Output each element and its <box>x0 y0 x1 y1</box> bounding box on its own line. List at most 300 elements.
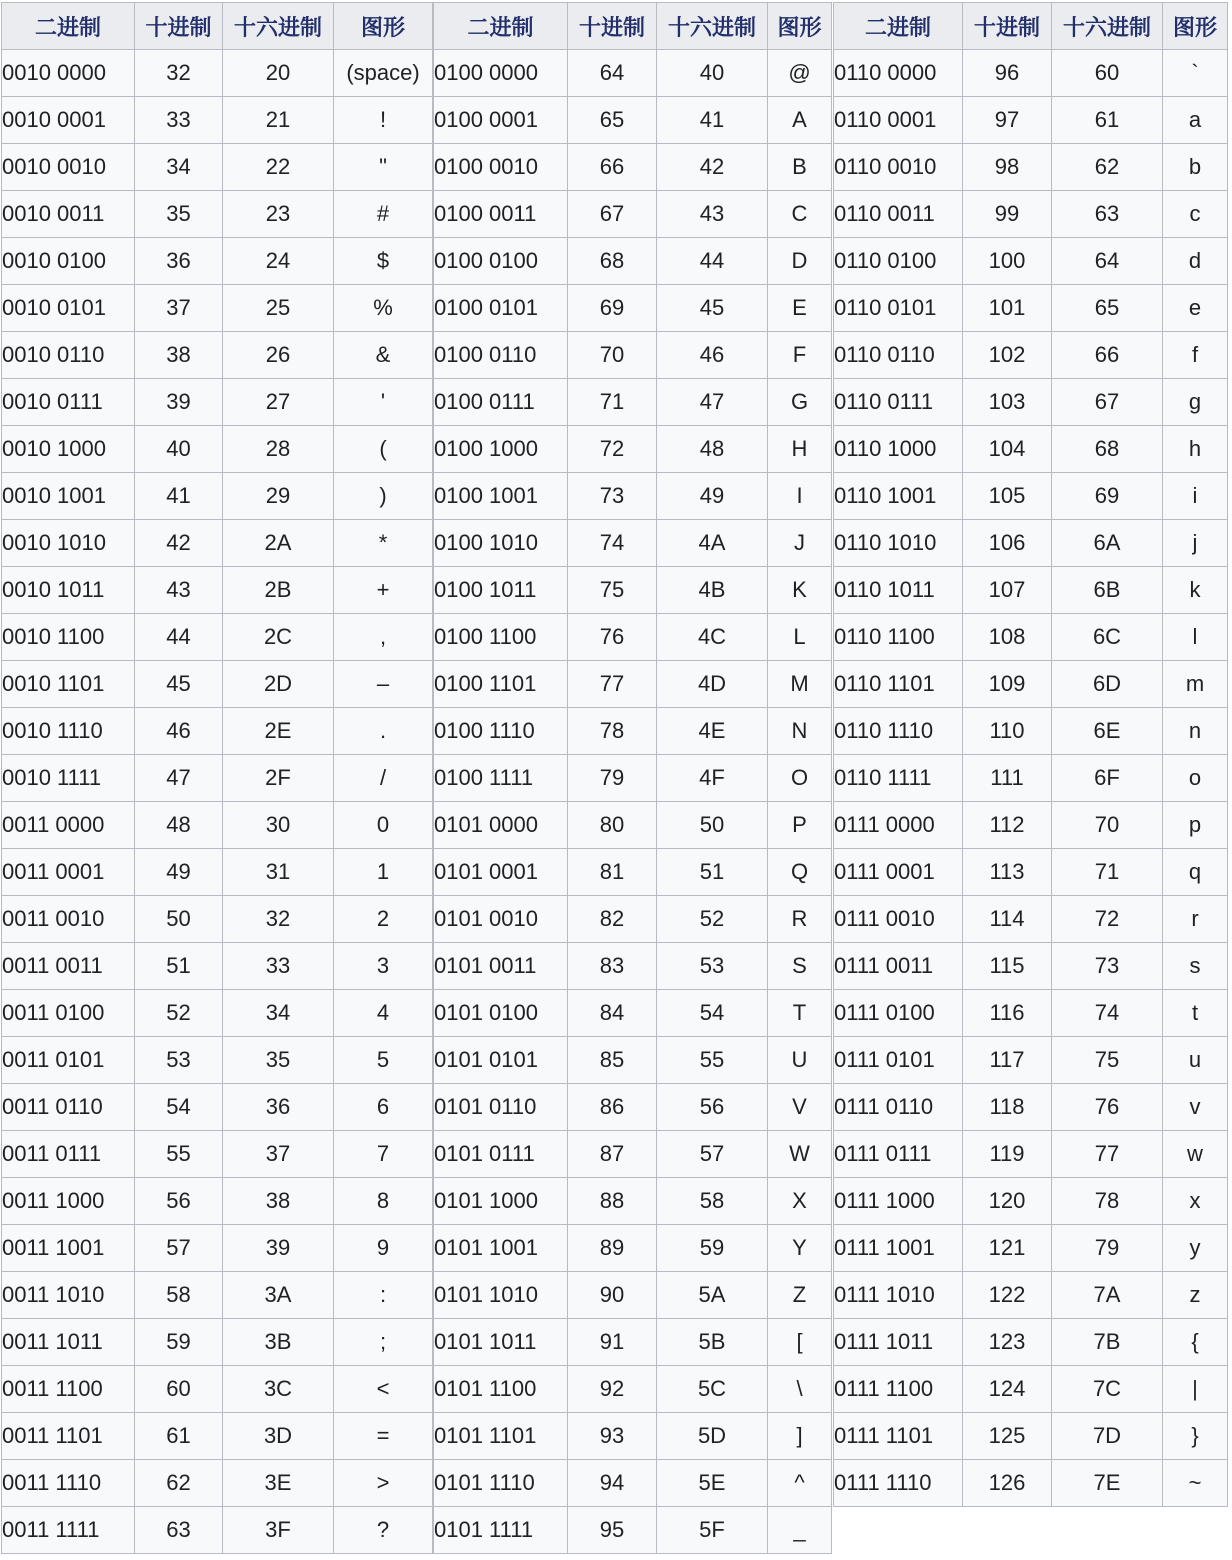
glyph-cell: f <box>1163 332 1228 379</box>
binary-cell: 0100 1111 <box>434 755 568 802</box>
decimal-cell: 55 <box>135 1131 223 1178</box>
table-row <box>2 614 433 661</box>
table-row <box>434 426 832 473</box>
table-row <box>2 990 433 1037</box>
table-row <box>434 849 832 896</box>
decimal-cell: 121 <box>963 1225 1052 1272</box>
decimal-cell: 65 <box>568 97 657 144</box>
table-row <box>834 1366 1228 1413</box>
decimal-cell: 95 <box>568 1507 657 1554</box>
decimal-cell: 63 <box>135 1507 223 1554</box>
binary-cell: 0110 1010 <box>834 520 963 567</box>
hex-cell: 75 <box>1052 1037 1163 1084</box>
table-row <box>434 1413 832 1460</box>
binary-cell: 0010 1001 <box>2 473 135 520</box>
decimal-cell: 45 <box>135 661 223 708</box>
table-row <box>834 332 1228 379</box>
glyph-cell: U <box>768 1037 832 1084</box>
decimal-cell: 124 <box>963 1366 1052 1413</box>
binary-cell: 0111 0110 <box>834 1084 963 1131</box>
decimal-cell: 120 <box>963 1178 1052 1225</box>
decimal-cell: 81 <box>568 849 657 896</box>
decimal-cell: 43 <box>135 567 223 614</box>
table-row <box>2 896 433 943</box>
hex-cell: 42 <box>657 144 768 191</box>
glyph-cell: v <box>1163 1084 1228 1131</box>
table-row <box>2 1460 433 1507</box>
hex-cell: 68 <box>1052 426 1163 473</box>
binary-cell: 0011 0101 <box>2 1037 135 1084</box>
table-row <box>834 520 1228 567</box>
binary-cell: 0011 1010 <box>2 1272 135 1319</box>
header-decimal: 十进制 <box>568 3 657 50</box>
table-row <box>2 1225 433 1272</box>
hex-cell: 47 <box>657 379 768 426</box>
glyph-cell: \ <box>768 1366 832 1413</box>
hex-cell: 2D <box>223 661 334 708</box>
hex-cell: 65 <box>1052 285 1163 332</box>
decimal-cell: 118 <box>963 1084 1052 1131</box>
binary-cell: 0011 0011 <box>2 943 135 990</box>
binary-cell: 0111 0001 <box>834 849 963 896</box>
glyph-cell: (space) <box>334 50 433 97</box>
glyph-cell: Q <box>768 849 832 896</box>
glyph-cell: | <box>1163 1366 1228 1413</box>
glyph-cell: 6 <box>334 1084 433 1131</box>
decimal-cell: 109 <box>963 661 1052 708</box>
binary-cell: 0111 1010 <box>834 1272 963 1319</box>
hex-cell: 5D <box>657 1413 768 1460</box>
table-row <box>2 1319 433 1366</box>
glyph-cell: c <box>1163 191 1228 238</box>
table-row <box>434 1460 832 1507</box>
binary-cell: 0111 0011 <box>834 943 963 990</box>
hex-cell: 7A <box>1052 1272 1163 1319</box>
hex-cell: 7C <box>1052 1366 1163 1413</box>
glyph-cell: % <box>334 285 433 332</box>
glyph-cell: ' <box>334 379 433 426</box>
decimal-cell: 84 <box>568 990 657 1037</box>
hex-cell: 32 <box>223 896 334 943</box>
hex-cell: 6F <box>1052 755 1163 802</box>
hex-cell: 40 <box>657 50 768 97</box>
glyph-cell: I <box>768 473 832 520</box>
hex-cell: 29 <box>223 473 334 520</box>
hex-cell: 58 <box>657 1178 768 1225</box>
hex-cell: 6E <box>1052 708 1163 755</box>
table-row <box>434 1272 832 1319</box>
binary-cell: 0100 0001 <box>434 97 568 144</box>
decimal-cell: 77 <box>568 661 657 708</box>
hex-cell: 50 <box>657 802 768 849</box>
hex-cell: 39 <box>223 1225 334 1272</box>
binary-cell: 0101 0110 <box>434 1084 568 1131</box>
hex-cell: 27 <box>223 379 334 426</box>
glyph-cell: s <box>1163 943 1228 990</box>
glyph-cell: F <box>768 332 832 379</box>
decimal-cell: 122 <box>963 1272 1052 1319</box>
binary-cell: 0011 1100 <box>2 1366 135 1413</box>
glyph-cell: ` <box>1163 50 1228 97</box>
hex-cell: 33 <box>223 943 334 990</box>
glyph-cell: – <box>334 661 433 708</box>
glyph-cell: E <box>768 285 832 332</box>
binary-cell: 0111 1000 <box>834 1178 963 1225</box>
decimal-cell: 42 <box>135 520 223 567</box>
decimal-cell: 99 <box>963 191 1052 238</box>
binary-cell: 0011 0010 <box>2 896 135 943</box>
decimal-cell: 123 <box>963 1319 1052 1366</box>
hex-cell: 45 <box>657 285 768 332</box>
decimal-cell: 89 <box>568 1225 657 1272</box>
binary-cell: 0110 1111 <box>834 755 963 802</box>
decimal-cell: 68 <box>568 238 657 285</box>
hex-cell: 7E <box>1052 1460 1163 1507</box>
glyph-cell: = <box>334 1413 433 1460</box>
decimal-cell: 59 <box>135 1319 223 1366</box>
binary-cell: 0011 0100 <box>2 990 135 1037</box>
hex-cell: 6A <box>1052 520 1163 567</box>
table-row <box>434 473 832 520</box>
decimal-cell: 64 <box>568 50 657 97</box>
hex-cell: 6D <box>1052 661 1163 708</box>
glyph-cell: D <box>768 238 832 285</box>
glyph-cell: h <box>1163 426 1228 473</box>
hex-cell: 54 <box>657 990 768 1037</box>
table-row <box>434 97 832 144</box>
binary-cell: 0111 0010 <box>834 896 963 943</box>
binary-cell: 0110 0011 <box>834 191 963 238</box>
binary-cell: 0111 1011 <box>834 1319 963 1366</box>
table-row <box>2 1037 433 1084</box>
glyph-cell: 7 <box>334 1131 433 1178</box>
binary-cell: 0111 0100 <box>834 990 963 1037</box>
table-row <box>2 943 433 990</box>
hex-cell: 25 <box>223 285 334 332</box>
hex-cell: 6C <box>1052 614 1163 661</box>
hex-cell: 76 <box>1052 1084 1163 1131</box>
glyph-cell: ^ <box>768 1460 832 1507</box>
glyph-cell: @ <box>768 50 832 97</box>
decimal-cell: 39 <box>135 379 223 426</box>
glyph-cell: p <box>1163 802 1228 849</box>
decimal-cell: 117 <box>963 1037 1052 1084</box>
hex-cell: 7B <box>1052 1319 1163 1366</box>
hex-cell: 30 <box>223 802 334 849</box>
glyph-cell: o <box>1163 755 1228 802</box>
header-decimal: 十进制 <box>135 3 223 50</box>
binary-cell: 0011 1001 <box>2 1225 135 1272</box>
table-row <box>2 426 433 473</box>
table-row <box>2 1366 433 1413</box>
glyph-cell: n <box>1163 708 1228 755</box>
table-row <box>2 1131 433 1178</box>
decimal-cell: 96 <box>963 50 1052 97</box>
binary-cell: 0111 1001 <box>834 1225 963 1272</box>
hex-cell: 4F <box>657 755 768 802</box>
table-row <box>434 1084 832 1131</box>
hex-cell: 36 <box>223 1084 334 1131</box>
glyph-cell: 9 <box>334 1225 433 1272</box>
table-row <box>434 1225 832 1272</box>
binary-cell: 0101 1111 <box>434 1507 568 1554</box>
decimal-cell: 73 <box>568 473 657 520</box>
glyph-cell: > <box>334 1460 433 1507</box>
hex-cell: 61 <box>1052 97 1163 144</box>
binary-cell: 0111 1100 <box>834 1366 963 1413</box>
table-row <box>434 191 832 238</box>
decimal-cell: 100 <box>963 238 1052 285</box>
table-row <box>2 50 433 97</box>
decimal-cell: 47 <box>135 755 223 802</box>
hex-cell: 73 <box>1052 943 1163 990</box>
hex-cell: 56 <box>657 1084 768 1131</box>
binary-cell: 0110 0110 <box>834 332 963 379</box>
table-row <box>434 1178 832 1225</box>
binary-cell: 0010 1111 <box>2 755 135 802</box>
decimal-cell: 114 <box>963 896 1052 943</box>
decimal-cell: 61 <box>135 1413 223 1460</box>
binary-cell: 0110 1101 <box>834 661 963 708</box>
decimal-cell: 103 <box>963 379 1052 426</box>
decimal-cell: 67 <box>568 191 657 238</box>
binary-cell: 0010 1010 <box>2 520 135 567</box>
binary-cell: 0011 0000 <box>2 802 135 849</box>
decimal-cell: 90 <box>568 1272 657 1319</box>
table-row <box>2 473 433 520</box>
binary-cell: 0011 0110 <box>2 1084 135 1131</box>
hex-cell: 63 <box>1052 191 1163 238</box>
decimal-cell: 105 <box>963 473 1052 520</box>
binary-cell: 0010 1000 <box>2 426 135 473</box>
glyph-cell: a <box>1163 97 1228 144</box>
glyph-cell: [ <box>768 1319 832 1366</box>
hex-cell: 69 <box>1052 473 1163 520</box>
decimal-cell: 34 <box>135 144 223 191</box>
binary-cell: 0100 0100 <box>434 238 568 285</box>
binary-cell: 0100 0000 <box>434 50 568 97</box>
glyph-cell: 8 <box>334 1178 433 1225</box>
header-glyph: 图形 <box>768 3 832 50</box>
binary-cell: 0101 0000 <box>434 802 568 849</box>
glyph-cell: 4 <box>334 990 433 1037</box>
decimal-cell: 98 <box>963 144 1052 191</box>
table-row <box>2 849 433 896</box>
hex-cell: 67 <box>1052 379 1163 426</box>
binary-cell: 0101 1010 <box>434 1272 568 1319</box>
glyph-cell: q <box>1163 849 1228 896</box>
glyph-cell: t <box>1163 990 1228 1037</box>
hex-cell: 62 <box>1052 144 1163 191</box>
binary-cell: 0011 0111 <box>2 1131 135 1178</box>
table-row <box>2 97 433 144</box>
binary-cell: 0110 0101 <box>834 285 963 332</box>
table-row <box>2 379 433 426</box>
glyph-cell: ) <box>334 473 433 520</box>
table-row <box>434 1366 832 1413</box>
decimal-cell: 69 <box>568 285 657 332</box>
binary-cell: 0110 1100 <box>834 614 963 661</box>
table-row <box>434 708 832 755</box>
glyph-cell: 5 <box>334 1037 433 1084</box>
decimal-cell: 58 <box>135 1272 223 1319</box>
glyph-cell: ; <box>334 1319 433 1366</box>
hex-cell: 31 <box>223 849 334 896</box>
glyph-cell: M <box>768 661 832 708</box>
header-binary: 二进制 <box>434 3 568 50</box>
header-hex: 十六进制 <box>657 3 768 50</box>
decimal-cell: 38 <box>135 332 223 379</box>
glyph-cell: O <box>768 755 832 802</box>
glyph-cell: $ <box>334 238 433 285</box>
table-row <box>2 144 433 191</box>
decimal-cell: 101 <box>963 285 1052 332</box>
decimal-cell: 104 <box>963 426 1052 473</box>
binary-cell: 0100 1110 <box>434 708 568 755</box>
hex-cell: 48 <box>657 426 768 473</box>
header-hex: 十六进制 <box>1052 3 1163 50</box>
table-row <box>834 426 1228 473</box>
ascii-table-group-2 <box>433 2 832 1554</box>
binary-cell: 0110 0001 <box>834 97 963 144</box>
binary-cell: 0101 1100 <box>434 1366 568 1413</box>
header-glyph: 图形 <box>1163 3 1228 50</box>
binary-cell: 0011 1000 <box>2 1178 135 1225</box>
glyph-cell: e <box>1163 285 1228 332</box>
hex-cell: 79 <box>1052 1225 1163 1272</box>
table-row <box>834 755 1228 802</box>
hex-cell: 3A <box>223 1272 334 1319</box>
table-row <box>834 1178 1228 1225</box>
table-row <box>434 1507 832 1554</box>
table-row <box>834 896 1228 943</box>
hex-cell: 4E <box>657 708 768 755</box>
table-row <box>834 238 1228 285</box>
hex-cell: 28 <box>223 426 334 473</box>
glyph-cell: H <box>768 426 832 473</box>
glyph-cell: * <box>334 520 433 567</box>
decimal-cell: 115 <box>963 943 1052 990</box>
table-row <box>834 614 1228 661</box>
glyph-cell: l <box>1163 614 1228 661</box>
hex-cell: 21 <box>223 97 334 144</box>
binary-cell: 0100 0010 <box>434 144 568 191</box>
binary-cell: 0111 0000 <box>834 802 963 849</box>
decimal-cell: 75 <box>568 567 657 614</box>
glyph-cell: K <box>768 567 832 614</box>
decimal-cell: 85 <box>568 1037 657 1084</box>
hex-cell: 3B <box>223 1319 334 1366</box>
binary-cell: 0101 0111 <box>434 1131 568 1178</box>
header-hex: 十六进制 <box>223 3 334 50</box>
glyph-cell: y <box>1163 1225 1228 1272</box>
hex-cell: 51 <box>657 849 768 896</box>
glyph-cell: j <box>1163 520 1228 567</box>
hex-cell: 52 <box>657 896 768 943</box>
decimal-cell: 97 <box>963 97 1052 144</box>
binary-cell: 0100 0110 <box>434 332 568 379</box>
decimal-cell: 102 <box>963 332 1052 379</box>
header-decimal: 十进制 <box>963 3 1052 50</box>
glyph-cell: x <box>1163 1178 1228 1225</box>
glyph-cell: / <box>334 755 433 802</box>
glyph-cell: { <box>1163 1319 1228 1366</box>
binary-cell: 0010 0100 <box>2 238 135 285</box>
hex-cell: 2B <box>223 567 334 614</box>
hex-cell: 4B <box>657 567 768 614</box>
decimal-cell: 79 <box>568 755 657 802</box>
hex-cell: 74 <box>1052 990 1163 1037</box>
table-row <box>434 1131 832 1178</box>
binary-cell: 0101 0010 <box>434 896 568 943</box>
hex-cell: 34 <box>223 990 334 1037</box>
table-row <box>434 755 832 802</box>
table-row <box>834 1084 1228 1131</box>
decimal-cell: 57 <box>135 1225 223 1272</box>
glyph-cell: 1 <box>334 849 433 896</box>
table-row <box>834 1460 1228 1507</box>
table-row <box>834 1319 1228 1366</box>
decimal-cell: 78 <box>568 708 657 755</box>
header-binary: 二进制 <box>834 3 963 50</box>
binary-cell: 0101 0001 <box>434 849 568 896</box>
table-row <box>434 990 832 1037</box>
decimal-cell: 125 <box>963 1413 1052 1460</box>
decimal-cell: 60 <box>135 1366 223 1413</box>
hex-cell: 4A <box>657 520 768 567</box>
hex-cell: 6B <box>1052 567 1163 614</box>
table-row <box>2 661 433 708</box>
hex-cell: 23 <box>223 191 334 238</box>
hex-cell: 70 <box>1052 802 1163 849</box>
binary-cell: 0101 0100 <box>434 990 568 1037</box>
hex-cell: 2E <box>223 708 334 755</box>
hex-cell: 38 <box>223 1178 334 1225</box>
table-row <box>434 520 832 567</box>
decimal-cell: 108 <box>963 614 1052 661</box>
binary-cell: 0110 1000 <box>834 426 963 473</box>
binary-cell: 0110 1001 <box>834 473 963 520</box>
binary-cell: 0111 0111 <box>834 1131 963 1178</box>
binary-cell: 0100 1100 <box>434 614 568 661</box>
binary-cell: 0011 0001 <box>2 849 135 896</box>
binary-cell: 0101 1000 <box>434 1178 568 1225</box>
binary-cell: 0010 0111 <box>2 379 135 426</box>
decimal-cell: 126 <box>963 1460 1052 1507</box>
binary-cell: 0010 0001 <box>2 97 135 144</box>
table-row <box>434 1037 832 1084</box>
glyph-cell: ~ <box>1163 1460 1228 1507</box>
decimal-cell: 93 <box>568 1413 657 1460</box>
table-row <box>2 1507 433 1554</box>
glyph-cell: # <box>334 191 433 238</box>
table-row <box>434 567 832 614</box>
decimal-cell: 36 <box>135 238 223 285</box>
hex-cell: 43 <box>657 191 768 238</box>
decimal-cell: 106 <box>963 520 1052 567</box>
table-row <box>434 896 832 943</box>
table-row <box>2 520 433 567</box>
binary-cell: 0101 1110 <box>434 1460 568 1507</box>
decimal-cell: 48 <box>135 802 223 849</box>
hex-cell: 37 <box>223 1131 334 1178</box>
glyph-cell: : <box>334 1272 433 1319</box>
table-row <box>834 191 1228 238</box>
glyph-cell: w <box>1163 1131 1228 1178</box>
table-row <box>2 238 433 285</box>
decimal-cell: 51 <box>135 943 223 990</box>
decimal-cell: 44 <box>135 614 223 661</box>
